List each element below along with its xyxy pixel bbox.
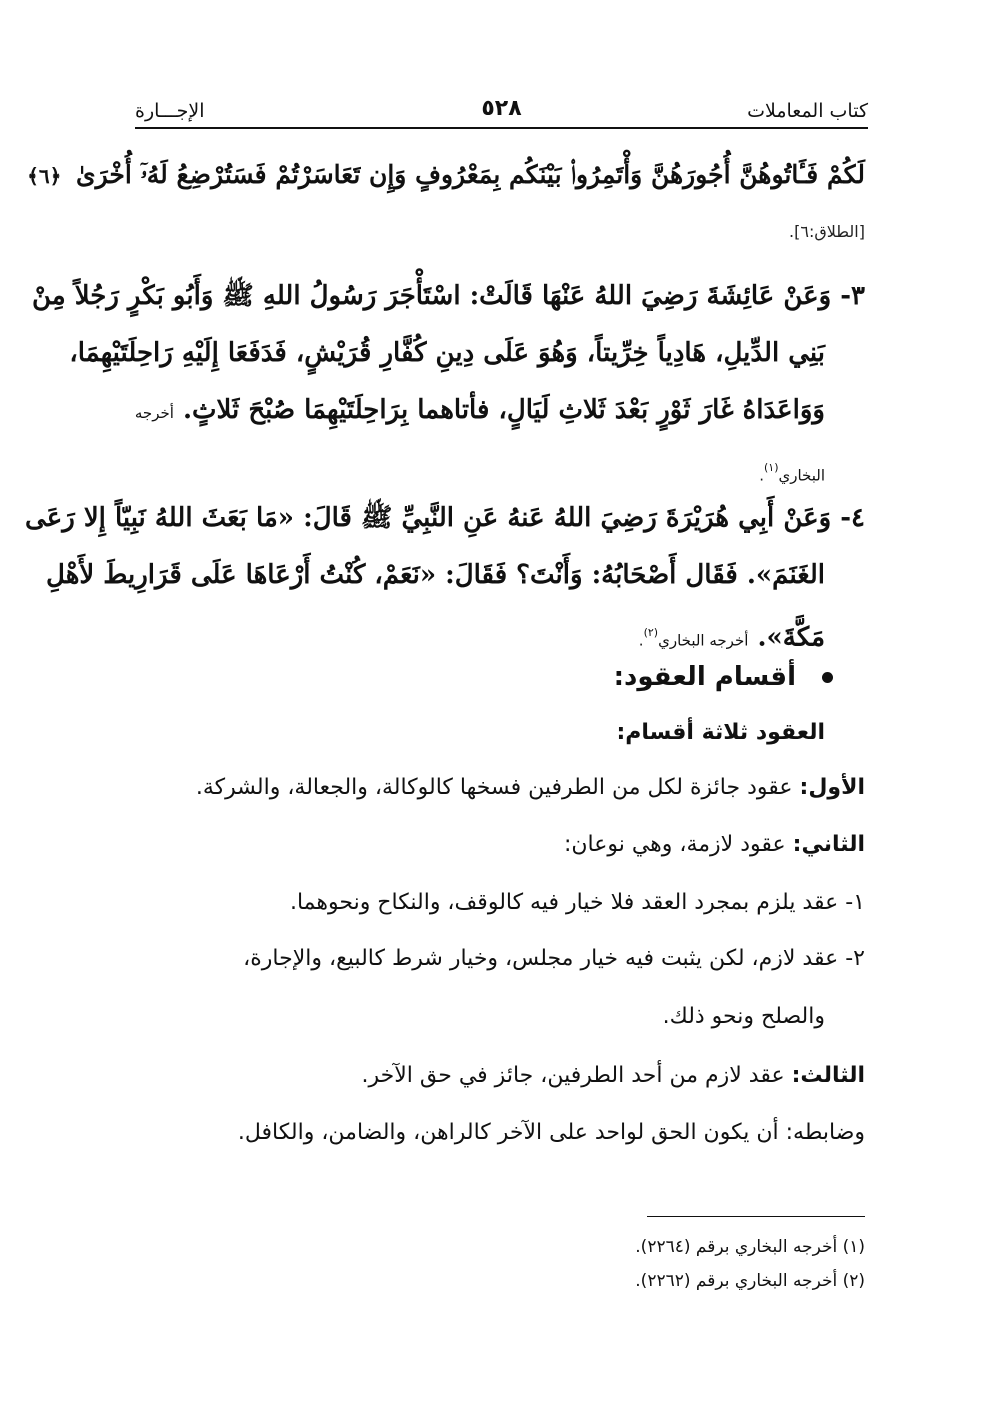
ayah-number-mark: ﴿٦﴾ xyxy=(27,164,62,188)
page-number: ٥٢٨ xyxy=(481,96,522,121)
footnote-ref: (١) xyxy=(763,461,779,474)
category-label: الأول: xyxy=(799,775,865,800)
section-heading xyxy=(138,662,865,692)
quran-source: [الطلاق:٦]. xyxy=(789,222,865,241)
hadith-line xyxy=(134,382,865,439)
section-subheading: العقود ثلاثة أقسام: xyxy=(616,720,825,745)
hadith-attribution: البخاري xyxy=(778,466,825,485)
hadith-line: ٣- وَعَنْ عَائِشَةَ رَضِيَ اللهُ عَنْهَا قَالَتْ: اسْتَأْجَرَ رَسُولُ اللهِ ﷺ وَأَبُو بَكْرٍ رَجُلاً مِنْ xyxy=(31,281,865,311)
list-item-continuation: والصلح ونحو ذلك. xyxy=(662,1004,825,1029)
header-book-title: كتاب المعاملات xyxy=(747,100,868,122)
third-category xyxy=(138,1063,865,1088)
rule-text: أن يكون الحق لواحد على الآخر كالراهن، والضامن، والكافل. xyxy=(237,1120,779,1145)
footnote-separator xyxy=(647,1216,865,1217)
punctuation: . xyxy=(638,631,644,650)
header-rule xyxy=(135,127,868,129)
hadith-attribution: أخرجه البخاري xyxy=(658,631,749,650)
bullet-icon xyxy=(822,672,833,683)
category-text: عقد لازم من أحد الطرفين، جائز في حق الآخر. xyxy=(361,1063,785,1088)
second-category xyxy=(138,832,865,857)
hadith-line: الغَنَمَ». فَقَال أَصْحَابُهُ: وَأَنْتَ؟ فَقَالَ: «نَعَمْ، كُنْتُ أَرْعَاهَا عَلَى قَرَارِيطَ لأَهْلِ xyxy=(46,560,825,590)
category-label: الثالث: xyxy=(791,1063,865,1088)
list-item: ١- عقد يلزم بمجرد العقد فلا خيار فيه كالوقف، والنكاح ونحوهما. xyxy=(289,890,865,915)
section-heading-text: أقسام العقود: xyxy=(613,662,796,692)
first-category xyxy=(138,775,865,800)
quran-verse xyxy=(27,160,865,190)
hadith-line xyxy=(138,604,865,661)
category-text: عقود لازمة، وهي نوعان: xyxy=(563,832,786,857)
category-text: عقود جائزة لكل من الطرفين فسخها كالوكالة، والجعالة، والشركة. xyxy=(195,775,793,800)
rule-label: وضابطه: xyxy=(785,1120,865,1145)
quran-verse-text: لَكُمْ فَـَٔاتُوهُنَّ أُجُورَهُنَّ وَأْتَمِرُوا۟ بَيْنَكُم بِمَعْرُوفٍ وَإِن تَعَاسَرْتُمْ فَسَتُرْضِعُ لَهُۥٓ أُخْرَىٰ xyxy=(76,160,865,189)
hadith-attribution: أخرجه xyxy=(134,404,174,422)
footnote: (٢) أخرجه البخاري برقم (٢٢٦٢). xyxy=(635,1271,865,1291)
list-item: ٢- عقد لازم، لكن يثبت فيه خيار مجلس، وخيار شرط كالبيع، والإجارة، xyxy=(243,946,865,971)
hadith-line: بَنِي الدِّيلِ، هَادِياً خِرِّيتاً، وَهُوَ عَلَى دِينِ كُفَّارِ قُرَيْشٍ، فَدَفَعَا إِلَيْهِ رَاحِلَتَيْهِمَا، xyxy=(69,338,825,368)
hadith-line-text: مَكَّةَ». xyxy=(757,622,825,653)
hadith-4 xyxy=(25,490,865,661)
footnote-ref: (٢) xyxy=(643,626,659,639)
rule-paragraph xyxy=(138,1120,865,1145)
category-label: الثاني: xyxy=(792,832,865,857)
footnote: (١) أخرجه البخاري برقم (٢٢٦٤). xyxy=(635,1237,865,1257)
hadith-line: ٤- وَعَنْ أَبِي هُرَيْرَةَ رَضِيَ اللهُ عَنهُ عَنِ النَّبِيِّ ﷺ قَالَ: «مَا بَعَثَ اللهُ نَبِيّاً إِلا رَعَى xyxy=(25,503,865,533)
hadith-line-text: وَوَاعَدَاهُ غَارَ ثَوْرٍ بَعْدَ ثَلاثِ لَيَالٍ، فأتاهما بِرَاحِلَتَيْهِمَا صُبْحَ ثَلاثٍ. xyxy=(182,395,825,425)
header-chapter-title: الإجـــارة xyxy=(135,100,205,122)
hadith-line xyxy=(138,439,865,496)
punctuation: . xyxy=(759,466,764,485)
hadith-3 xyxy=(31,268,865,496)
